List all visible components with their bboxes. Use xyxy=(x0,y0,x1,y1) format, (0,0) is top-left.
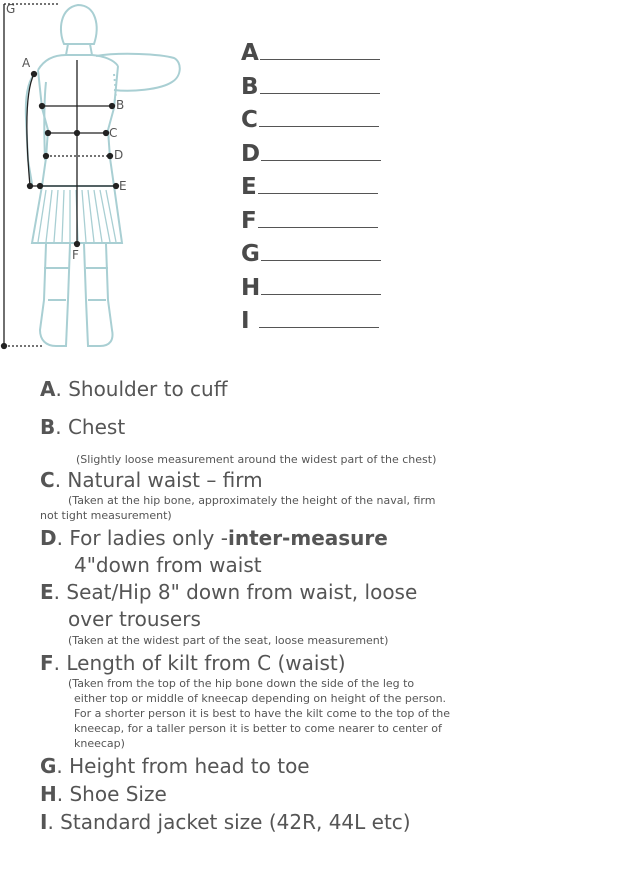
form-line-f[interactable]: F xyxy=(241,208,411,242)
figure-label-c: C xyxy=(109,126,118,140)
measurement-form xyxy=(241,40,411,342)
item-g: G. Height from head to toe xyxy=(40,754,310,778)
figure-label-d: D xyxy=(114,148,124,162)
note-c-1: (Taken at the hip bone, approximately the height of the naval, firm xyxy=(68,494,436,507)
form-line-i[interactable]: I xyxy=(241,308,411,342)
form-line-d[interactable]: D xyxy=(241,141,411,175)
item-h: H. Shoe Size xyxy=(40,782,167,806)
blank-field[interactable] xyxy=(259,309,379,328)
note-f-4: kneecap, for a taller person it is better to come nearer to center of xyxy=(74,722,442,735)
form-line-h[interactable]: H xyxy=(241,275,411,309)
figure-label-f: F xyxy=(72,248,79,262)
form-line-a[interactable]: A xyxy=(241,40,411,74)
note-f-1: (Taken from the top of the hip bone down the side of the leg to xyxy=(68,677,415,690)
blank-field[interactable] xyxy=(258,209,378,228)
measurement-list xyxy=(40,376,600,835)
figure-svg xyxy=(0,0,200,355)
item-f: F. Length of kilt from C (waist) xyxy=(40,651,346,675)
item-e-line2: over trousers xyxy=(68,607,201,631)
body-outline xyxy=(26,5,180,346)
figure-label-a: A xyxy=(22,56,31,70)
blank-field[interactable] xyxy=(261,242,381,261)
note-b: (Slightly loose measurement around the widest part of the chest) xyxy=(76,453,437,466)
note-f-3: For a shorter person it is best to have the kilt come to the top of the xyxy=(74,707,451,720)
item-c: C. Natural waist – firm xyxy=(40,468,263,492)
blank-field[interactable] xyxy=(261,276,381,295)
form-line-e[interactable]: E xyxy=(241,174,411,208)
note-f-2: either top or middle of kneecap depending on height of the person. xyxy=(74,692,447,705)
blank-field[interactable] xyxy=(260,75,380,94)
blank-field[interactable] xyxy=(260,41,380,60)
note-f-5: kneecap) xyxy=(74,737,125,750)
item-b: B. Chest xyxy=(40,415,126,439)
blank-field[interactable] xyxy=(258,175,378,194)
form-line-b[interactable]: B xyxy=(241,74,411,108)
item-d-line2: 4"down from waist xyxy=(74,553,262,577)
figure-label-b: B xyxy=(116,98,125,112)
note-e: (Taken at the widest part of the seat, loose measurement) xyxy=(68,634,389,647)
item-e: E. Seat/Hip 8" down from waist, loose xyxy=(40,580,418,604)
kilt-measurement-figure xyxy=(0,0,200,355)
note-c-2: not tight measurement) xyxy=(40,509,172,522)
form-line-g[interactable]: G xyxy=(241,241,411,275)
item-a: A. Shoulder to cuff xyxy=(40,377,228,401)
item-d: D. For ladies only -inter-measure xyxy=(40,526,388,550)
blank-field[interactable] xyxy=(259,108,379,127)
item-i: I. Standard jacket size (42R, 44L etc) xyxy=(40,810,411,834)
figure-label-e: E xyxy=(119,179,127,193)
figure-label-g: G xyxy=(6,2,16,16)
blank-field[interactable] xyxy=(261,142,381,161)
form-line-c[interactable]: C xyxy=(241,107,411,141)
